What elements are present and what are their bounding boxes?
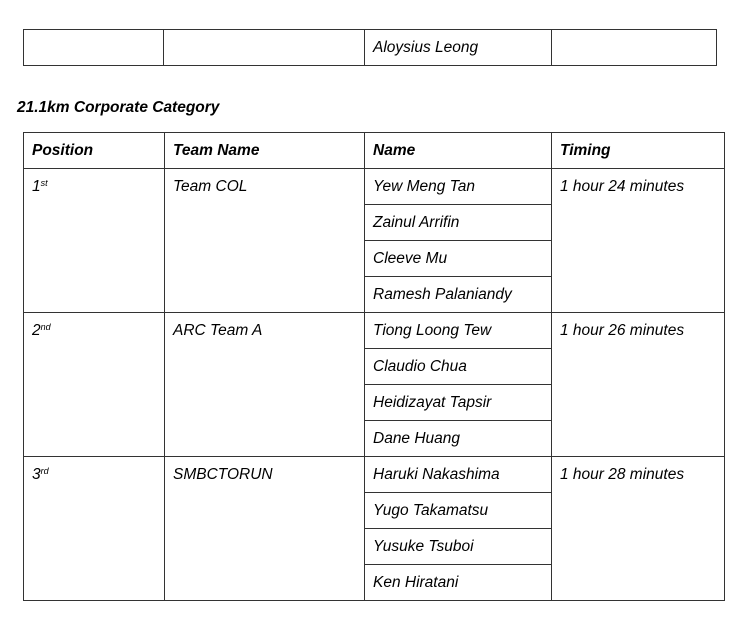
runner-name-cell: Tiong Loong Tew — [365, 313, 552, 349]
header-team-name: Team Name — [165, 133, 365, 169]
team-name-cell: ARC Team A — [165, 313, 365, 457]
runner-name-cell: Dane Huang — [365, 421, 552, 457]
runner-name-cell: Yew Meng Tan — [365, 169, 552, 205]
position-suffix: st — [40, 178, 48, 188]
timing-cell: 1 hour 28 minutes — [552, 457, 725, 601]
position-cell — [24, 313, 165, 457]
runner-name-cell: Yugo Takamatsu — [365, 493, 552, 529]
header-timing: Timing — [552, 133, 725, 169]
runner-name-cell: Aloysius Leong — [365, 30, 552, 66]
runner-name-cell: Ramesh Palaniandy — [365, 277, 552, 313]
timing-cell: 1 hour 26 minutes — [552, 313, 725, 457]
header-position: Position — [24, 133, 165, 169]
header-row — [24, 133, 725, 169]
runner-name-cell: Cleeve Mu — [365, 241, 552, 277]
team-name-cell: SMBCTORUN — [165, 457, 365, 601]
runner-name-cell: Ken Hiratani — [365, 565, 552, 601]
timing-cell — [552, 30, 717, 66]
position-cell — [24, 169, 165, 313]
header-name: Name — [365, 133, 552, 169]
position-suffix: nd — [40, 322, 51, 332]
position-cell — [24, 30, 164, 66]
runner-name-cell: Claudio Chua — [365, 349, 552, 385]
team-name-cell — [164, 30, 365, 66]
section-title: 21.1km Corporate Category — [17, 99, 220, 116]
previous-results-table — [23, 29, 717, 66]
runner-name-cell: Zainul Arrifin — [365, 205, 552, 241]
runner-name-cell: Heidizayat Tapsir — [365, 385, 552, 421]
corporate-results-table — [23, 132, 725, 601]
runner-name-cell: Haruki Nakashima — [365, 457, 552, 493]
runner-name-cell: Yusuke Tsuboi — [365, 529, 552, 565]
table-row — [24, 313, 725, 349]
position-number: 2 — [32, 322, 41, 339]
table-row — [24, 30, 717, 66]
position-number: 3 — [32, 466, 41, 483]
timing-cell: 1 hour 24 minutes — [552, 169, 725, 313]
table-row — [24, 457, 725, 493]
team-name-cell: Team COL — [165, 169, 365, 313]
position-suffix: rd — [40, 466, 49, 476]
position-cell — [24, 457, 165, 601]
position-number: 1 — [32, 178, 41, 195]
table-row — [24, 169, 725, 205]
